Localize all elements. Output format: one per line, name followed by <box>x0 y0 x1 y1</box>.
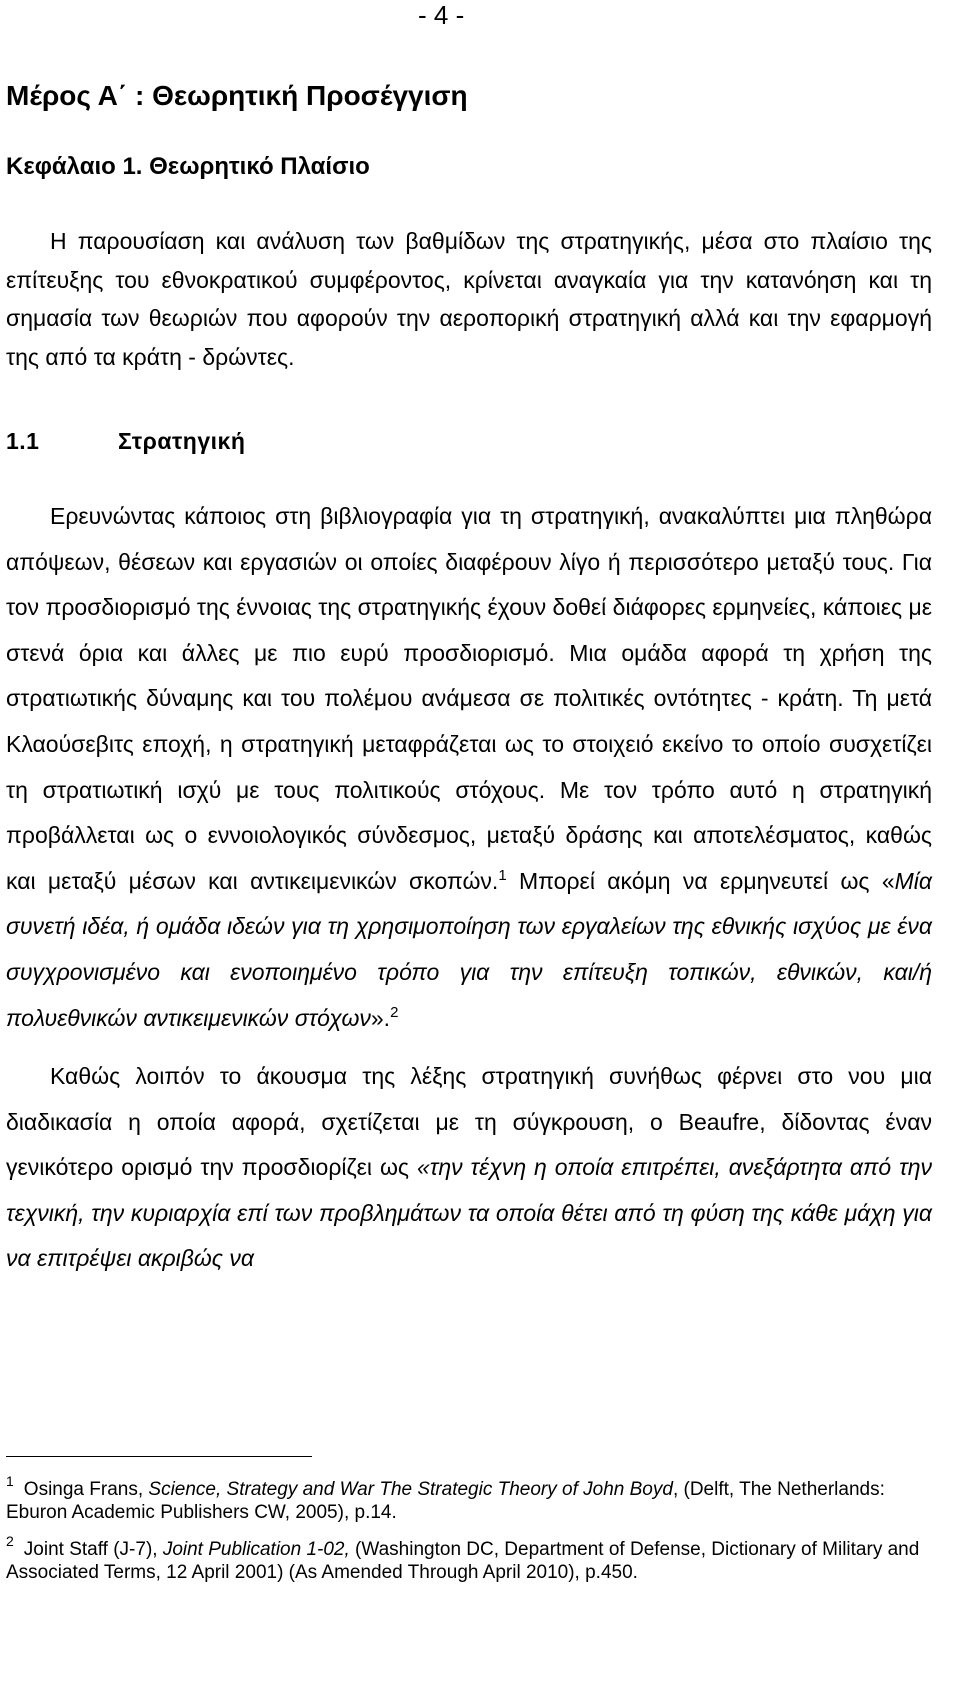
footnote-2-title: Joint Publication 1-02, <box>162 1539 350 1560</box>
footnote-2-text-a: Joint Staff (J-7), <box>23 1539 163 1560</box>
footnote-reference-2[interactable]: 2 <box>390 1003 399 1021</box>
beaufre-quote: «την τέχνη η οποία επιτρέπει, ανεξάρτητα από την τεχνική, την κυριαρχία επί των προβλημάτων τα οποία θέτει από τη φύση της κάθε μάχη για να επιτρέψει ακριβώς να <box>6 1154 933 1272</box>
strategy-quote: Μία συνετή ιδέα, ή ομάδα ιδεών για τη χρησιμοποίηση των εργαλείων της εθνικής ισχύος με ένα συγχρονισμένο και ενοποιημένο τρόπο για την επίτευξη τοπικών, εθνικών, και/ή πολυεθνικών αντικειμενικών στόχων <box>6 867 933 1031</box>
beaufre-paragraph <box>6 1054 932 1282</box>
beaufre-paragraph-text: Καθώς λοιπόν το άκουσμα της λέξης στρατηγική συνήθως φέρνει στο νου μια διαδικασία η οποία αφορά, σχετίζεται με τη σύγκρουση, ο Beaufre, δίδοντας έναν γενικότερο ορισμό την προσδιορίζει ως <box>6 1063 932 1181</box>
section-title: Στρατηγική <box>118 428 246 454</box>
strategy-paragraph <box>6 494 932 1041</box>
section-heading <box>6 426 245 456</box>
footnote-reference-1[interactable]: 1 <box>498 866 507 884</box>
intro-paragraph-text: Η παρουσίαση και ανάλυση των βαθμίδων της στρατηγικής, μέσα στο πλαίσιο της επίτευξης του εθνοκρατικού συμφέροντος, κρίνεται αναγκαία για την κατανόηση και τη σημασία των θεωριών που αφορούν την αεροπορική στρατηγική αλλά και την εφαρμογή της από τα κράτη - δρώντες. <box>6 228 932 370</box>
part-title: Μέρος Α΄ : Θεωρητική Προσέγγιση <box>6 80 468 111</box>
footnote-separator <box>6 1456 312 1457</box>
footnote-2 <box>6 1533 932 1584</box>
footnote-1-text-a: Osinga Frans, <box>23 1479 149 1500</box>
footnote-1-text-b: , (Delft, The Netherlands: Eburon Academic Publishers CW, 2005), p.14. <box>6 1479 885 1523</box>
chapter-title: Κεφάλαιο 1. Θεωρητικό Πλαίσιο <box>6 153 370 180</box>
footnote-2-text-b: (Washington DC, Department of Defense, Dictionary of Military and Associated Terms, 12 April 2001) (As Amended Through April 2010), p.450. <box>6 1539 920 1583</box>
footnote-mark-1: 1 <box>6 1473 14 1489</box>
footnote-1-title: Science, Strategy and War The Strategic Theory of John Boyd <box>148 1479 673 1500</box>
intro-paragraph <box>6 222 932 376</box>
strategy-paragraph-text-2: Μπορεί ακόμη να ερμηνευτεί ως « <box>518 867 895 894</box>
footnote-mark-2: 2 <box>6 1533 14 1549</box>
strategy-paragraph-text-1: Ερευνώντας κάποιος στη βιβλιογραφία για τη στρατηγική, ανακαλύπτει μια πληθώρα απόψεων, θέσεων και εργασιών οι οποίες διαφέρουν λίγο ή περισσότερο μεταξύ τους. Για τον προσδιορισμό της έννοιας της στρατηγικής έχουν δοθεί διάφορες ερμηνείες, κάποιες με στενά όρια και άλλες με πιο ευρύ προσδιορισμό. Μια ομάδα αφορά τη χρήση της στρατιωτικής δύναμης και του πολέμου ανάμεσα σε πολιτικές οντότητες - κράτη. Τη μετά Κλαούσεβιτς εποχή, η στρατηγική μεταφράζεται ως το στοιχειό εκείνο το οποίο συσχετίζει τη στρατιωτική ισχύ με τους πολιτικούς στόχους. Με τον τρόπο αυτό η στρατηγική προβάλλεται ως ο εννοιολογικός σύνδεσμος, μεταξύ δράσης και αποτελέσματος, καθώς και μεταξύ μέσων και αντικειμενικών σκοπών. <box>6 503 932 894</box>
strategy-paragraph-text-3: ». <box>370 1004 391 1031</box>
section-number: 1.1 <box>6 428 40 454</box>
footnote-1 <box>6 1473 932 1524</box>
page-number: - 4 - <box>418 0 465 30</box>
